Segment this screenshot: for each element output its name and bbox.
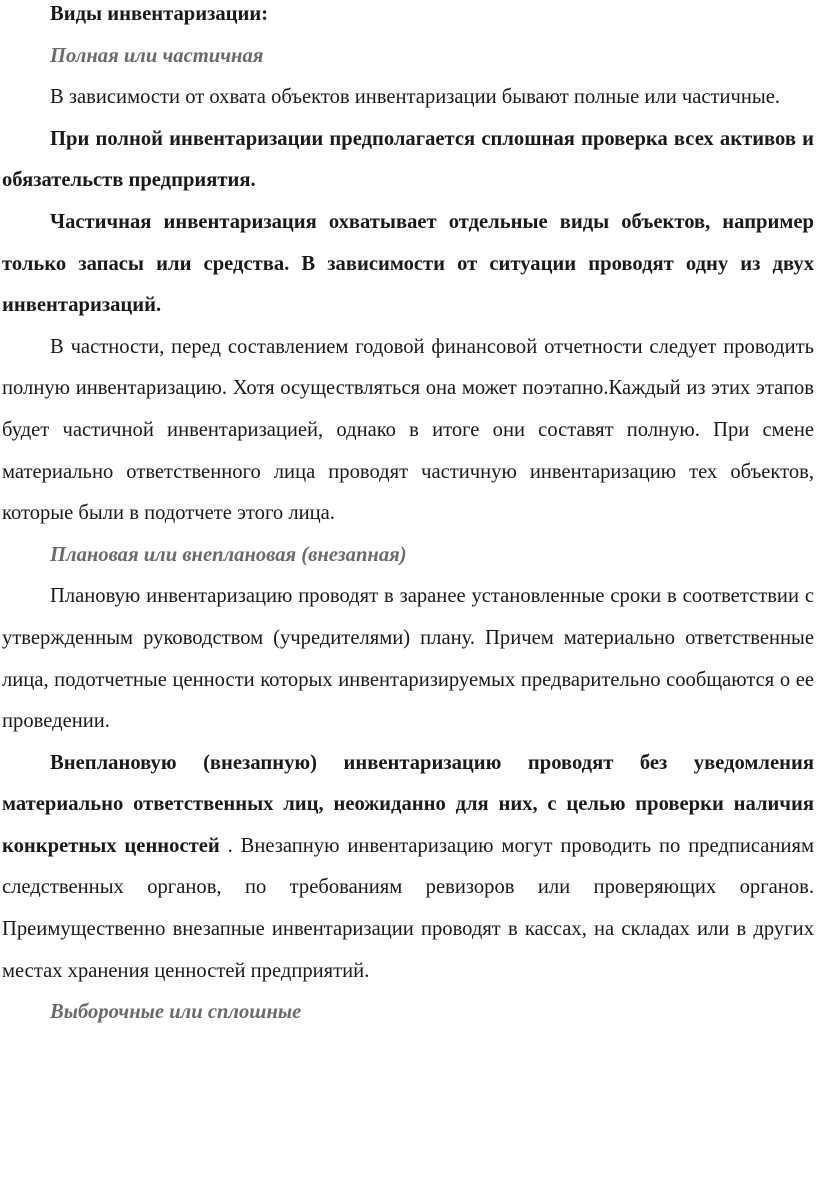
paragraph-mixed	[2, 743, 814, 993]
section-heading-full-partial: Полная или частичная	[50, 44, 264, 67]
paragraph: В частности, перед составлением годовой финансовой отчетности следует проводить полную инвентаризацию. Хотя осуществляться она может поэтапно.Каждый из этих этапов будет частичной инвентаризацией, однако в итоге они составят полную. При смене материально ответственного лица проводят частичную инвентаризацию тех объектов, которые были в подотчете этого лица.	[2, 335, 814, 525]
section-heading-selective: Выборочные или сплошные	[50, 1001, 302, 1024]
bold-text: Частичная инвентаризация охватывает отдельные виды объектов, например только запасы или средства. В зависимости от ситуации проводят одну из двух инвентаризаций.	[2, 210, 814, 317]
bold-text: При полной инвентаризации предполагается сплошная проверка всех активов и обязательств предприятия.	[2, 127, 814, 192]
section-heading-planned: Плановая или внеплановая (внезапная)	[50, 543, 407, 566]
paragraph: В зависимости от охвата объектов инвентаризации бывают полные или частичные.	[50, 86, 781, 109]
paragraph-bold	[2, 119, 814, 202]
bold-text: Внеплановую (внезапную) инвентаризацию проводят без уведомления материально ответственных лиц, неожиданно для них, с целью проверки наличия конкретных ценностей	[2, 751, 814, 857]
document-title: Виды инвентаризации:	[50, 3, 269, 25]
paragraph-bold	[2, 202, 814, 327]
paragraph: Плановую инвентаризацию проводят в заранее установленные сроки в соответствии с утвержденным руководством (учредителями) плану. Причем материально ответственные лица, подотчетные ценности которых инвентаризируемых предварительно сообщаются о ее проведении.	[2, 585, 814, 733]
regular-text: . Внезапную инвентаризацию могут проводить по предписаниям следственных органов, по требованиям ревизоров или проверяющих органов. Преимущественно внезапные инвентаризации проводят в кассах, на складах или в других местах хранения ценностей предприятий.	[2, 834, 814, 982]
